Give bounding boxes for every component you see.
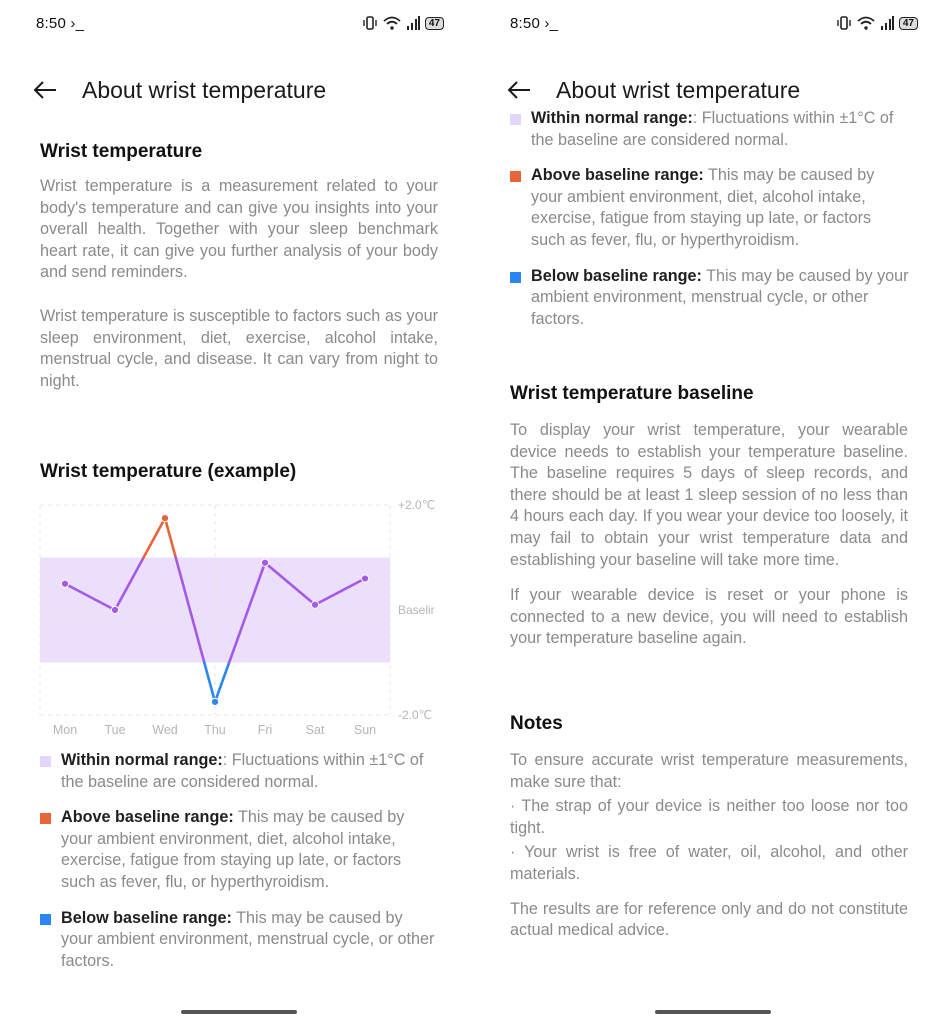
wifi-icon — [383, 16, 401, 30]
legend-swatch-above — [40, 813, 51, 824]
data-point — [361, 575, 368, 582]
back-button[interactable] — [30, 75, 60, 105]
intro-paragraph-1: Wrist temperature is a measurement related to your body's temperature and can give you insights into your overall health. Together with your sleep benchmark heart rate, it can give you further analysis of your body and send reminders. — [40, 177, 438, 282]
data-point — [211, 698, 218, 705]
legend-item-above — [40, 807, 438, 893]
legend-swatch-normal — [40, 756, 51, 767]
legend-list — [510, 108, 912, 344]
y-tick-label: -2.0℃ — [398, 708, 433, 722]
legend-label: Within normal range: — [531, 109, 693, 127]
legend-item-normal — [510, 108, 912, 151]
back-arrow-icon — [506, 80, 532, 100]
data-point — [161, 515, 168, 522]
home-indicator[interactable] — [655, 1010, 771, 1014]
baseline-paragraph-1: To display your wrist temperature, your wearable device needs to establish your temperature baseline. The baseline requires 5 days of sleep records, and there should be at least 1 sleep session of no less than 4 hours each day. If you wear your device too loosely, it may fail to obtain your wrist temperature data and establishing your baseline will take more time. — [510, 421, 908, 569]
section-baseline — [510, 383, 908, 650]
notes-bullet-1: · The strap of your device is neither too loose nor too tight. — [510, 797, 908, 837]
legend-label: Below baseline range: — [61, 908, 232, 927]
legend-item-normal — [40, 750, 438, 793]
x-tick-label: Tue — [104, 723, 126, 737]
legend-swatch-below — [510, 272, 521, 283]
x-tick-label: Thu — [204, 723, 226, 737]
app-bar — [30, 72, 454, 108]
legend-text: This may be caused by your ambient environment, diet, alcohol intake, exercise, fatigue from staying up late, or factors such as fever, flu, or hyperthyroidism. — [531, 166, 875, 249]
y-tick-label: Baselir — [398, 603, 435, 617]
series-line-segment — [165, 518, 176, 557]
wifi-icon — [857, 16, 875, 30]
legend-text: This may be caused by your ambient environment, diet, alcohol intake, exercise, fatigue from staying up late, or factors such as fever, flu, or hyperthyroidism. — [61, 808, 405, 891]
legend-label: Within normal range: — [61, 751, 223, 769]
data-point — [111, 606, 118, 613]
series-line-segment — [144, 518, 165, 557]
legend-item-below — [40, 908, 438, 973]
data-point — [311, 601, 318, 608]
status-time: 8:50 ›_ — [36, 14, 85, 32]
section-heading: Notes — [510, 713, 563, 734]
wrist-temperature-chart — [20, 495, 450, 740]
legend-text: This may be caused by your ambient environment, menstrual cycle, or other factors. — [531, 266, 909, 328]
notes-intro: To ensure accurate wrist temperature measurements, make sure that: — [510, 751, 908, 791]
series-line-segment — [215, 663, 229, 702]
section-notes — [510, 713, 908, 942]
vibrate-icon — [362, 16, 378, 30]
legend-swatch-below — [40, 914, 51, 925]
back-button[interactable] — [504, 75, 534, 105]
legend-text: This may be caused by your ambient environment, menstrual cycle, or other factors. — [61, 908, 435, 970]
status-icons — [836, 16, 918, 30]
legend-text: : Fluctuations within ±1°C of the baseline are considered normal. — [531, 109, 894, 149]
legend-list — [40, 750, 438, 986]
notes-bullet-2: · Your wrist is free of water, oil, alcohol, and other materials. — [510, 843, 908, 883]
legend-label: Above baseline range: — [61, 808, 234, 827]
app-bar — [504, 72, 928, 108]
x-tick-label: Sat — [305, 723, 325, 737]
battery-icon: 47 — [425, 17, 444, 30]
x-tick-label: Fri — [257, 723, 273, 737]
section-example — [40, 461, 438, 483]
page-title: About wrist temperature — [82, 76, 327, 103]
section-heading: Wrist temperature (example) — [40, 461, 297, 482]
notes-disclaimer: The results are for reference only and do not constitute actual medical advice. — [510, 899, 908, 940]
x-tick-label: Mon — [52, 723, 78, 737]
legend-item-above — [510, 165, 912, 251]
legend-label: Below baseline range: — [531, 266, 702, 285]
screen-right — [474, 0, 948, 1024]
home-indicator[interactable] — [181, 1010, 297, 1014]
status-time: 8:50 ›_ — [510, 14, 559, 32]
legend-swatch-normal — [510, 114, 521, 125]
section-intro — [40, 141, 438, 392]
back-arrow-icon — [32, 80, 58, 100]
signal-icon — [406, 16, 420, 30]
legend-label: Above baseline range: — [531, 166, 704, 185]
section-heading: Wrist temperature — [40, 141, 203, 162]
status-bar — [36, 12, 444, 34]
signal-icon — [880, 16, 894, 30]
intro-paragraph-2: Wrist temperature is susceptible to factors such as your sleep environment, diet, exercise, alcohol intake, menstrual cycle, and disease. It can vary from night to night. — [40, 306, 438, 390]
legend-swatch-above — [510, 171, 521, 182]
legend-text: : Fluctuations within ±1°C of the baseline are considered normal. — [61, 751, 424, 791]
battery-icon: 47 — [899, 17, 918, 30]
series-line-segment — [204, 663, 215, 702]
legend-item-below — [510, 266, 912, 331]
x-tick-label: Wed — [152, 723, 178, 737]
page-title: About wrist temperature — [556, 76, 801, 103]
status-bar — [510, 12, 918, 34]
y-tick-label: +2.0℃ — [398, 498, 436, 512]
vibrate-icon — [836, 16, 852, 30]
data-point — [61, 580, 68, 587]
section-heading: Wrist temperature baseline — [510, 383, 754, 404]
baseline-paragraph-2: If your wearable device is reset or your phone is connected to a new device, you will need to establish your temperature baseline again. — [510, 586, 908, 648]
status-icons — [362, 16, 444, 30]
x-tick-label: Sun — [353, 723, 377, 737]
data-point — [261, 559, 268, 566]
